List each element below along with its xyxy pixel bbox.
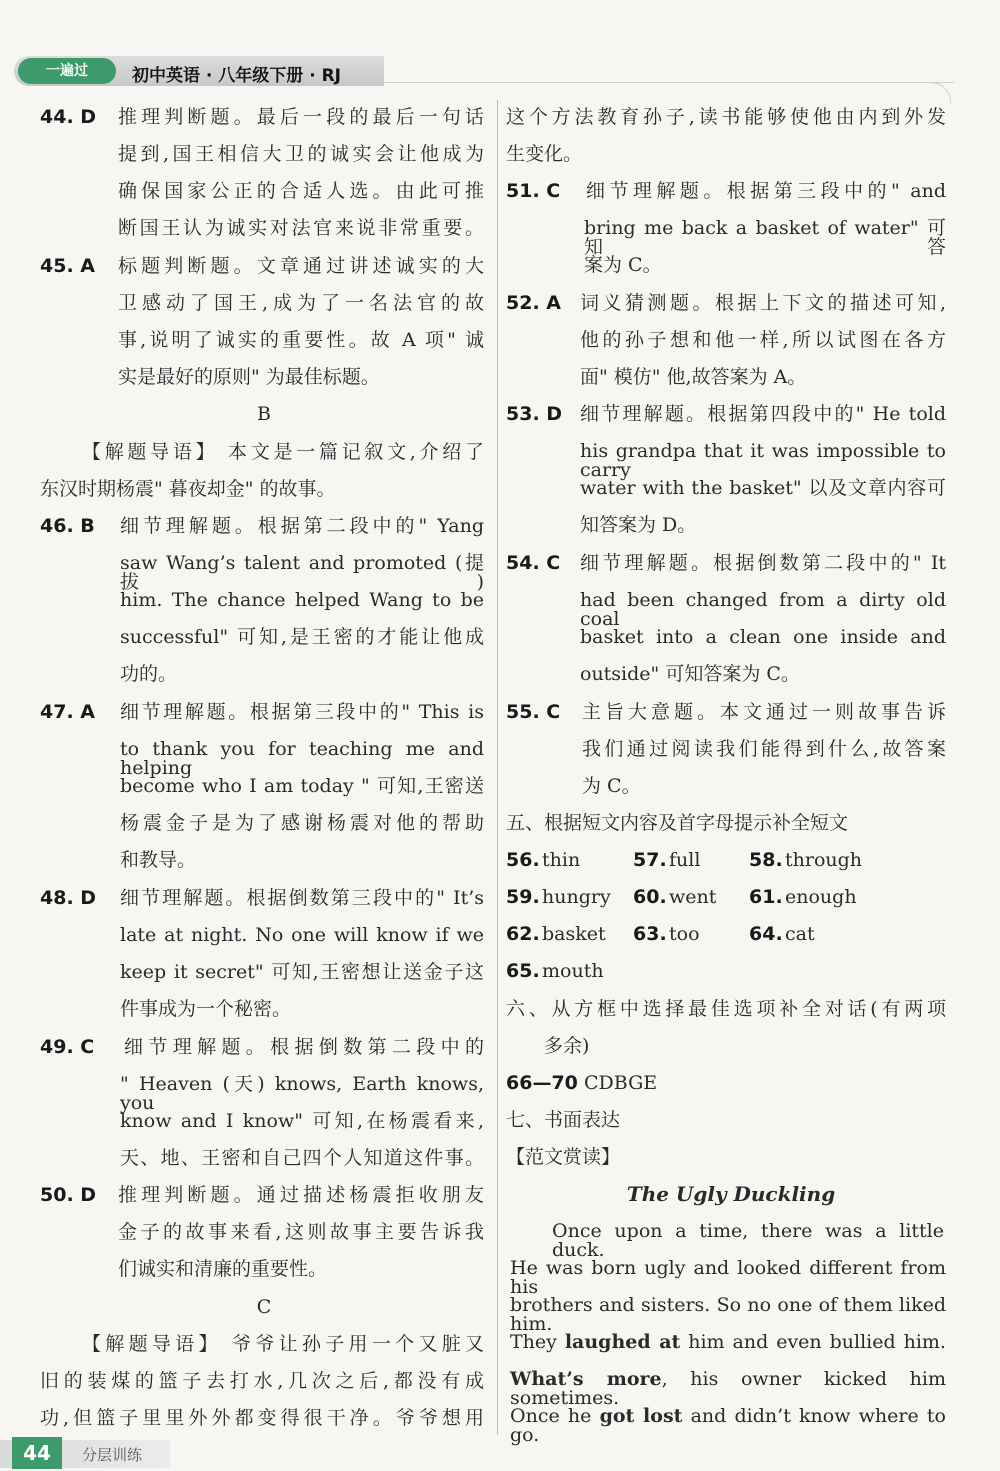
- essay-text: , his owner kicked him sometimes.: [510, 1368, 946, 1409]
- essay-line: He was born ugly and looked different from his: [510, 1257, 946, 1298]
- section-heading: 六、从方框中选择最佳选项补全对话(有两项: [506, 998, 946, 1020]
- guide-line: 生变化。: [506, 143, 583, 165]
- explanation-line: 细节理解题。根据第四段中的" He told: [580, 403, 946, 425]
- blank-answer: full: [669, 849, 701, 871]
- answer-number: 52. A: [506, 292, 561, 314]
- explanation-line: 他的孙子想和他一样,所以试图在各方: [580, 329, 946, 351]
- section-heading: 多余): [544, 1035, 590, 1057]
- answer-number: 48. D: [40, 887, 97, 909]
- explanation-line: 事,说明了诚实的重要性。故 A 项" 诚: [118, 329, 484, 351]
- essay-phrase: What’s more: [510, 1368, 662, 1390]
- explanation-line: 断国王认为诚实对法官来说非常重要。: [118, 217, 484, 239]
- essay-phrase: got lost: [599, 1405, 683, 1427]
- blank-number: 57.: [633, 849, 667, 871]
- essay-text: Once he: [510, 1405, 600, 1427]
- blank-answer: hungry: [542, 886, 611, 908]
- explanation-line: had been changed from a dirty old coal: [580, 589, 946, 630]
- section-heading: B: [257, 403, 271, 425]
- explanation-line: 推理判断题。最后一段的最后一句话: [118, 106, 484, 128]
- blank-answer: thin: [542, 849, 581, 871]
- answer-number: 46. B: [40, 515, 95, 537]
- essay-line: brothers and sisters. So no one of them liked him.: [510, 1294, 946, 1335]
- essay-text: and didn’t know where to go.: [510, 1405, 946, 1446]
- blank-number: 59.: [506, 886, 540, 908]
- guide-line: 这个方法教育孙子,读书能够使他由内到外发: [506, 106, 946, 128]
- essay-text: They: [510, 1331, 565, 1353]
- explanation-line: " Heaven (天) knows, Earth knows, you: [120, 1073, 484, 1114]
- answer-number: 50. D: [40, 1184, 97, 1206]
- blank-number: 60.: [633, 886, 667, 908]
- explanation-line: 卫感动了国王,成为了一名法官的故: [118, 292, 484, 314]
- answer-number: 51. C: [506, 180, 561, 202]
- explanation-line: know and I know" 可知,在杨震看来,: [120, 1110, 484, 1132]
- section-heading: C: [256, 1296, 272, 1318]
- answer-number: 44. D: [40, 106, 97, 128]
- blank-answer: cat: [785, 923, 815, 945]
- blank-number: 56.: [506, 849, 540, 871]
- essay-phrase: laughed at: [564, 1331, 681, 1353]
- explanation-line: 面" 模仿" 他,故答案为 A。: [580, 366, 807, 388]
- explanation-line: 金子的故事来看,这则故事主要告诉我: [118, 1221, 484, 1243]
- explanation-line: 我们通过阅读我们能得到什么,故答案: [582, 738, 946, 760]
- explanation-line: 主旨大意题。本文通过一则故事告诉: [582, 701, 946, 723]
- explanation-line: him. The chance helped Wang to be: [120, 589, 484, 611]
- essay-line: [510, 1370, 946, 1408]
- explanation-line: 天、地、王密和自己四个人知道这件事。: [120, 1147, 484, 1169]
- dialog-number: 66—70: [506, 1072, 578, 1094]
- explanation-line: 功的。: [120, 663, 178, 685]
- blank-number: 61.: [749, 886, 783, 908]
- blank-answer: basket: [542, 923, 606, 945]
- header-title: 初中英语 · 八年级下册 · RJ: [132, 66, 342, 86]
- guide-line: 【解题导语】 本文是一篇记叙文,介绍了: [82, 441, 484, 463]
- blank-answer: through: [785, 849, 863, 871]
- explanation-line: successful" 可知,是王密的才能让他成: [120, 626, 484, 648]
- blank-answer: mouth: [542, 960, 604, 982]
- essay-title: The Ugly Duckling: [626, 1182, 836, 1206]
- explanation-line: water with the basket" 以及文章内容可: [580, 477, 946, 499]
- explanation-line: 标题判断题。文章通过讲述诚实的大: [118, 255, 484, 277]
- answer-number: 45. A: [40, 255, 95, 277]
- blank-number: 64.: [749, 923, 783, 945]
- explanation-line: basket into a clean one inside and: [580, 626, 946, 648]
- explanation-line: keep it secret" 可知,王密想让送金子这: [120, 961, 484, 983]
- guide-line: 功,但篮子里里外外都变得很干净。爷爷想用: [40, 1407, 484, 1429]
- explanation-line: 细节理解题。根据第二段中的" Yang: [120, 515, 484, 537]
- answer-number: 47. A: [40, 701, 95, 723]
- section-heading: 七、书面表达: [506, 1109, 621, 1131]
- answer-number: 54. C: [506, 552, 561, 574]
- header-rule-corner: [920, 82, 951, 103]
- explanation-line: 件事成为一个秘密。: [120, 998, 292, 1020]
- dialog-answer: CDBGE: [584, 1072, 658, 1094]
- footer-label: 分层训练: [82, 1446, 143, 1464]
- guide-line: 【解题导语】 爷爷让孙子用一个又脏又: [82, 1333, 484, 1355]
- column-divider: [497, 100, 498, 1435]
- page-number: 44: [12, 1437, 62, 1469]
- explanation-line: 推理判断题。通过描述杨震拒收朋友: [118, 1184, 484, 1206]
- explanation-line: 细节理解题。根据第三段中的" and: [586, 180, 946, 202]
- essay-line: Once upon a time, there was a little duck.: [552, 1220, 944, 1261]
- explanation-line: 和教导。: [120, 849, 197, 871]
- explanation-line: 确保国家公正的合适人选。由此可推: [118, 180, 484, 202]
- blank-answer: went: [669, 886, 717, 908]
- blank-number: 65.: [506, 960, 540, 982]
- explanation-line: bring me back a basket of water" 可知答: [584, 217, 946, 258]
- explanation-line: his grandpa that it was impossible to carry: [580, 440, 946, 481]
- section-heading: 五、根据短文内容及首字母提示补全短文: [506, 812, 849, 834]
- header-logo: 一遍过: [18, 58, 116, 84]
- explanation-line: 杨震金子是为了感谢杨震对他的帮助: [120, 812, 484, 834]
- blank-answer: too: [669, 923, 700, 945]
- explanation-line: 提到,国王相信大卫的诚实会让他成为: [118, 143, 484, 165]
- explanation-line: 们诚实和清廉的重要性。: [118, 1258, 328, 1280]
- blank-answer: enough: [785, 886, 857, 908]
- blank-number: 58.: [749, 849, 783, 871]
- explanation-line: 细节理解题。根据倒数第二段中的: [124, 1036, 484, 1058]
- explanation-line: 细节理解题。根据倒数第三段中的" It’s: [120, 887, 484, 909]
- guide-line: 旧的装煤的篮子去打水,几次之后,都没有成: [40, 1370, 484, 1392]
- essay-text: him and even bullied him.: [680, 1331, 946, 1353]
- appreciation-label: 【范文赏读】: [506, 1146, 621, 1168]
- explanation-line: outside" 可知答案为 C。: [580, 663, 800, 685]
- blank-number: 63.: [633, 923, 667, 945]
- explanation-line: 细节理解题。根据第三段中的" This is: [120, 701, 484, 723]
- blank-number: 62.: [506, 923, 540, 945]
- explanation-line: 细节理解题。根据倒数第二段中的" It: [580, 552, 946, 574]
- explanation-line: saw Wang’s talent and promoted (提拔): [120, 552, 484, 593]
- explanation-line: 知答案为 D。: [580, 514, 697, 536]
- explanation-line: 词义猜测题。根据上下文的描述可知,: [580, 292, 946, 314]
- explanation-line: late at night. No one will know if we: [120, 924, 484, 946]
- explanation-line: 实是最好的原则" 为最佳标题。: [118, 366, 380, 388]
- explanation-line: to thank you for teaching me and helping: [120, 738, 484, 779]
- essay-line: [510, 1333, 946, 1352]
- answer-number: 55. C: [506, 701, 561, 723]
- guide-line: 东汉时期杨震" 暮夜却金" 的故事。: [40, 478, 336, 500]
- explanation-line: become who I am today " 可知,王密送: [120, 775, 484, 797]
- explanation-line: 为 C。: [582, 775, 641, 797]
- header-rule: [384, 82, 954, 83]
- explanation-line: 案为 C。: [584, 254, 662, 276]
- answer-number: 53. D: [506, 403, 563, 425]
- essay-line: [510, 1407, 946, 1445]
- answer-number: 49. C: [40, 1036, 95, 1058]
